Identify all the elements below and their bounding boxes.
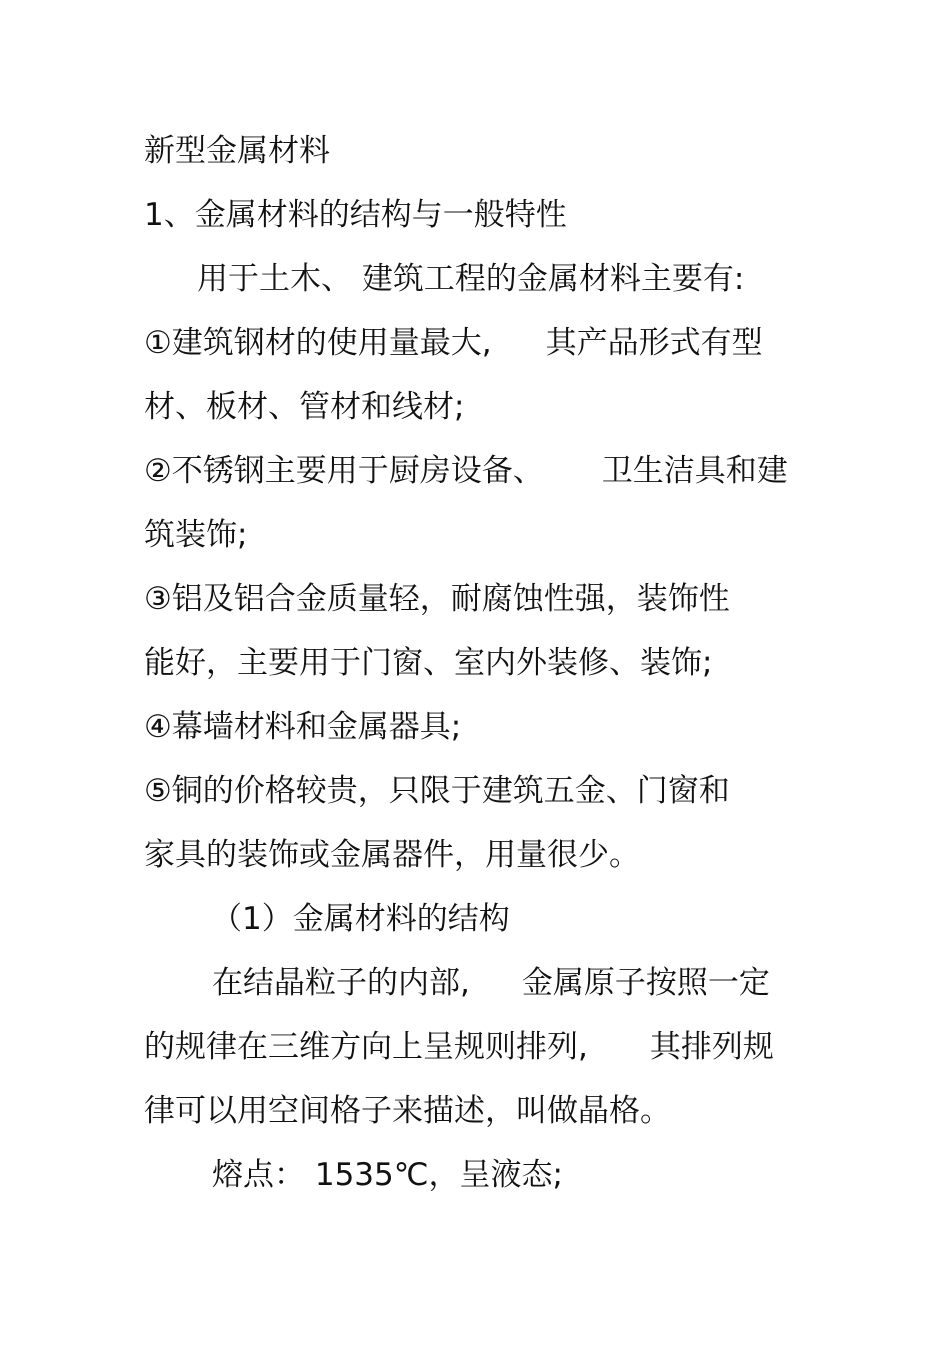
list-item-line: 筑装饰; [144,517,248,553]
text-segment: 其产品形式有型 [545,325,763,361]
list-item-line: 能好，主要用于门窗、室内外装修、装饰; [144,645,713,681]
text-segment: 的规律在三维方向上呈规则排列, [144,1029,588,1065]
text-segment: 卫生洁具和建 [601,453,788,489]
list-item-line [144,451,788,491]
paragraph-line [144,1027,774,1067]
section-heading: 1、金属材料的结构与一般特性 [144,197,567,233]
list-item-line: 材、板材、管材和线材; [144,389,465,425]
intro-line: 用于土木、 建筑工程的金属材料主要有: [197,261,745,297]
paragraph-line [212,963,770,1003]
text-segment: ①建筑钢材的使用量最大, [144,325,492,361]
list-item-line: ③铝及铝合金质量轻，耐腐蚀性强，装饰性 [144,581,730,617]
subheading: （1）金属材料的结构 [211,901,510,937]
melting-point-line: 熔点： 1535℃，呈液态; [212,1157,564,1193]
text-segment: 其排列规 [649,1029,774,1065]
list-item-line: 家具的装饰或金属器件，用量很少。 [144,837,640,873]
document-title: 新型金属材料 [144,133,330,169]
text-segment: 在结晶粒子的内部, [212,965,470,1001]
list-item-line: ④幕墙材料和金属器具; [144,709,462,745]
paragraph-line: 律可以用空间格子来描述，叫做晶格。 [144,1093,671,1129]
text-segment: ②不锈钢主要用于厨房设备、 [144,453,544,489]
list-item-line [144,323,763,363]
list-item-line: ⑤铜的价格较贵，只限于建筑五金、门窗和 [144,773,730,809]
text-segment: 金属原子按照一定 [521,965,770,1001]
